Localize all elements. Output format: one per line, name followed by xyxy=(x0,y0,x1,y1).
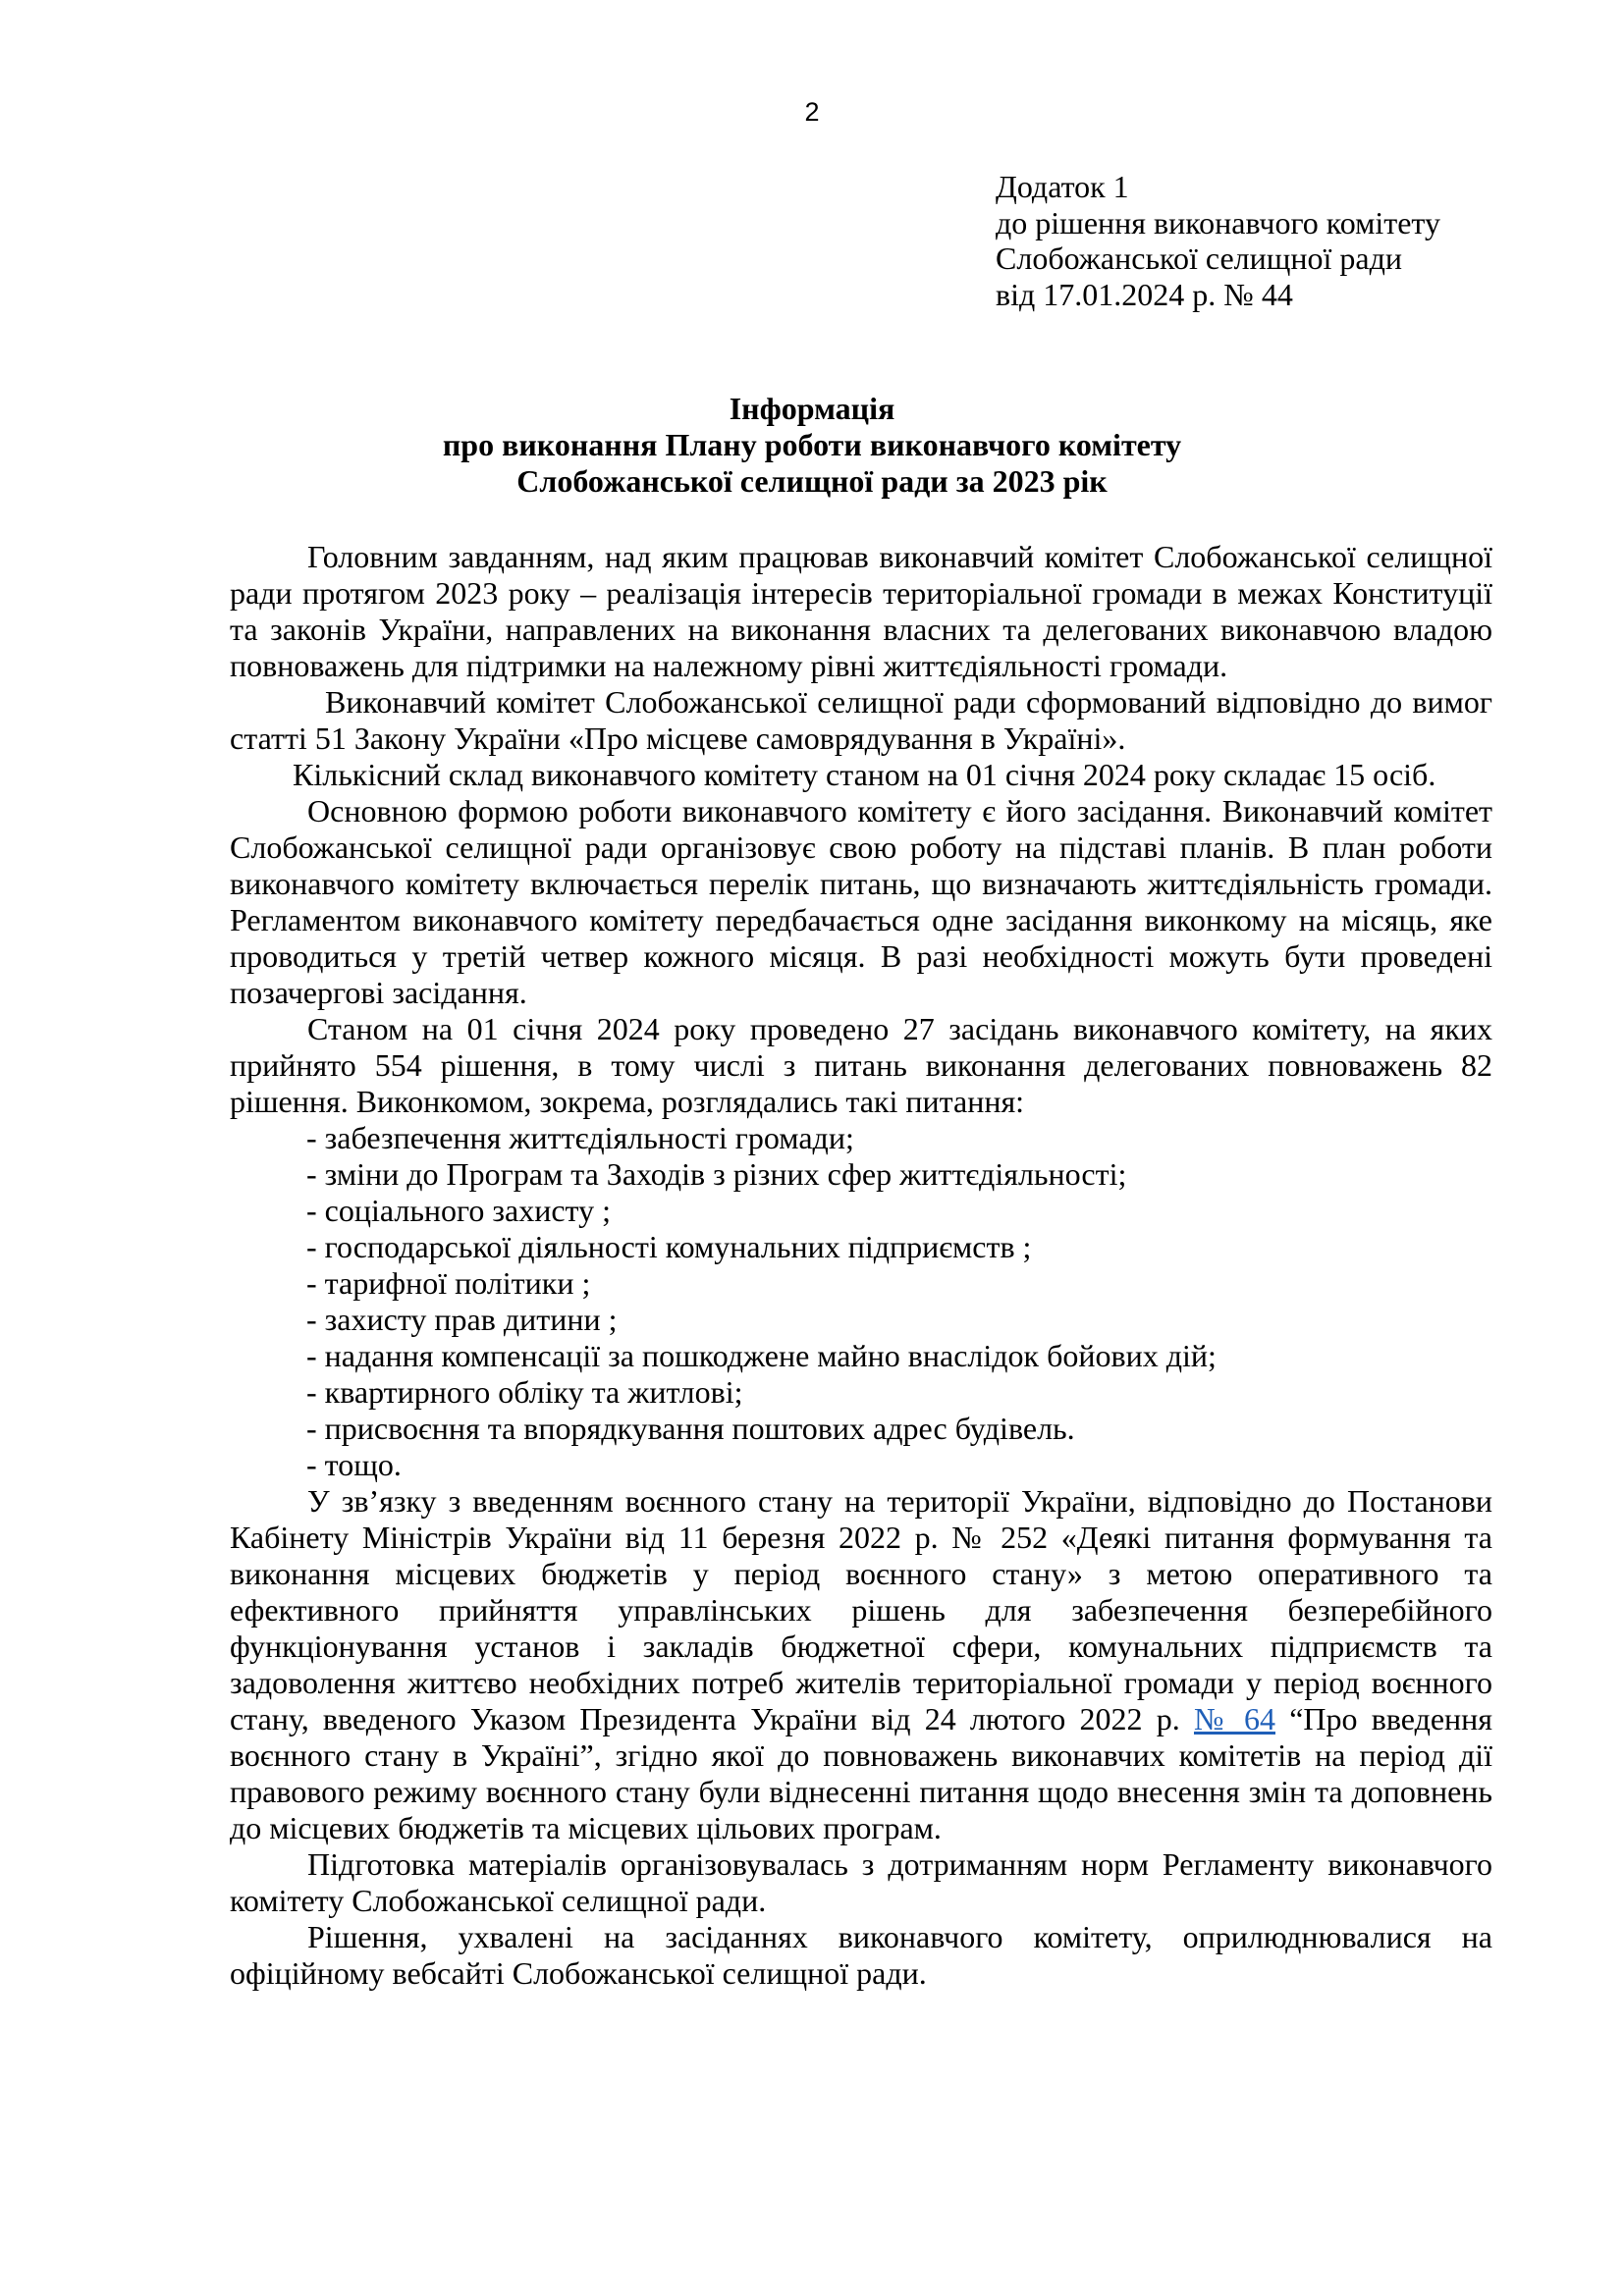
document-body xyxy=(230,539,1492,1992)
paragraph: Підготовка матеріалів організовувалась з дотриманням норм Регламенту виконавчого комітету Слобожанської селищної ради. xyxy=(230,1846,1492,1918)
paragraph: Станом на 01 січня 2024 року проведено 27 засідань виконавчого комітету, на яких прийнято 554 рішення, в тому числі з питань виконання делегованих повноважень 82 рішення. Виконкомом, зокрема, розглядались такі питання: xyxy=(230,1011,1492,1119)
list-item: - тарифної політики ; xyxy=(306,1265,591,1301)
paragraph: Кількісний склад виконавчого комітету станом на 01 січня 2024 року складає 15 осіб. xyxy=(293,757,1436,792)
list-item: - квартирного обліку та житлові; xyxy=(306,1374,743,1410)
annex-line: від 17.01.2024 р. № 44 xyxy=(996,276,1293,312)
title-line: Інформація xyxy=(729,391,895,426)
list-item: - господарської діяльності комунальних підприємств ; xyxy=(306,1229,1032,1264)
paragraph-text: У зв’язку з введенням воєнного стану на території України, відповідно до Постанови Кабінету Міністрів України від 11 березня 2022 р. № 252 «Деякі питання формування та виконання місцевих бюджетів у період воєнного стану» з метою оперативного та ефективного прийняття управлінських рішень для забезпечення безперебійного функціонування установ і закладів бюджетної сфери, комунальних підприємств та задоволення життєво необхідних потреб жителів територіальної громади у період воєнного стану, введеного Указом Президента України від 24 лютого 2022 р. xyxy=(230,1483,1492,1736)
annex-line: Слобожанської селищної ради xyxy=(996,240,1402,276)
paragraph: Головним завданням, над яким працював виконавчий комітет Слобожанської селищної ради протягом 2023 року – реалізація інтересів територіальної громади в межах Конституції та законів України, направлених на виконання власних та делегованих виконавчою владою повноважень для підтримки на належному рівні життєдіяльності громади. xyxy=(230,539,1492,683)
list-item: - надання компенсації за пошкоджене майно внаслідок бойових дій; xyxy=(306,1338,1217,1373)
paragraph: Виконавчий комітет Слобожанської селищної ради сформований відповідно до вимог статті 51 Закону України «Про місцеве самоврядування в Україні». xyxy=(230,684,1492,756)
annex-line: до рішення виконавчого комітету xyxy=(996,204,1440,240)
list-item: - тощо. xyxy=(306,1447,402,1482)
paragraph: Рішення, ухвалені на засіданнях виконавчого комітету, оприлюднювалися на офіційному вебсайті Слобожанської селищної ради. xyxy=(230,1919,1492,1991)
list-item: - зміни до Програм та Заходів з різних сфер життєдіяльності; xyxy=(306,1156,1127,1192)
annex-block xyxy=(996,169,1585,312)
page-number: 2 xyxy=(804,97,820,127)
title-line: про виконання Плану роботи виконавчого комітету xyxy=(442,427,1182,462)
list-item: - присвоєння та впорядкування поштових адрес будівель. xyxy=(306,1411,1075,1446)
paragraph: Основною формою роботи виконавчого комітету є його засідання. Виконавчий комітет Слобожанської селищної ради організовує свою роботу на підставі планів. В план роботи виконавчого комітету включається перелік питань, що визначають життєдіяльність громади. Регламентом виконавчого комітету передбачається одне засідання виконкому на місяць, яке проводиться у третій четвер кожного місяця. В разі необхідності можуть бути проведені позачергові засідання. xyxy=(230,793,1492,1010)
annex-line: Додаток 1 xyxy=(996,169,1129,204)
list-item: - забезпечення життєдіяльності громади; xyxy=(306,1120,854,1155)
document-title xyxy=(0,391,1624,500)
list-item: - захисту прав дитини ; xyxy=(306,1302,618,1337)
paragraph-text: “Про введення воєнного стану в Україні”, згідно якої до повноважень виконавчих комітетів на період дії правового режиму воєнного стану були віднесенні питання щодо внесення змін та доповнень до місцевих бюджетів та місцевих цільових програм. xyxy=(230,1701,1493,1845)
paragraph xyxy=(230,1483,1492,1846)
list-item: - соціального захисту ; xyxy=(306,1193,611,1228)
decree-link[interactable]: № 64 xyxy=(1193,1701,1275,1736)
issues-list xyxy=(230,1120,1492,1483)
title-line: Слобожанської селищної ради за 2023 рік xyxy=(516,463,1108,499)
